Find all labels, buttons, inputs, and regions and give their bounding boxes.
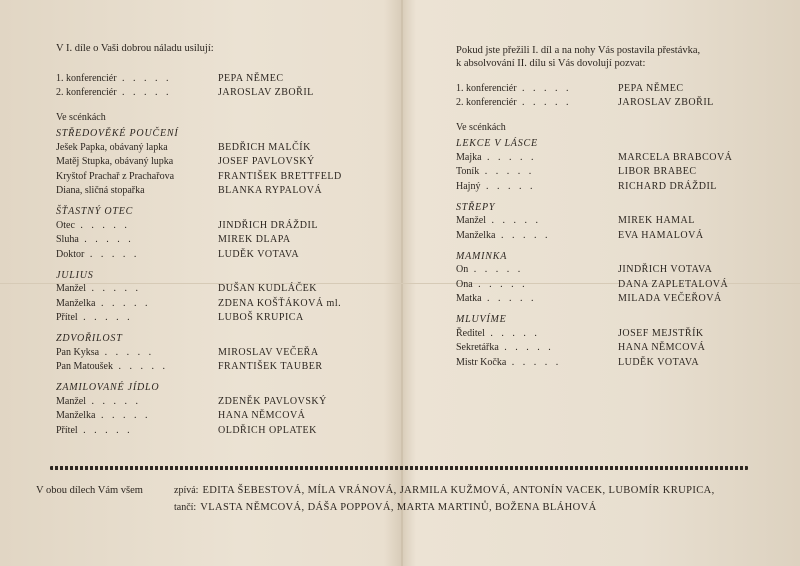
actor-name: HANA NĚMCOVÁ bbox=[618, 342, 706, 354]
actor-name: MIREK DLAPA bbox=[218, 234, 291, 246]
actor-name: JAROSLAV ZBOŘIL bbox=[618, 97, 714, 109]
cast-row bbox=[56, 282, 386, 297]
role-name: Manžel . . . . . bbox=[456, 215, 541, 227]
cast-row bbox=[56, 169, 386, 184]
role-name: 1. konferenciér . . . . . bbox=[456, 82, 572, 94]
role-name: 2. konferenciér . . . . . bbox=[56, 87, 172, 99]
cast-row bbox=[456, 228, 756, 243]
dot-leader: . . . . . bbox=[77, 312, 133, 324]
cast-row bbox=[56, 311, 386, 326]
actor-name: MIREK HAMAL bbox=[618, 215, 695, 227]
cast-row bbox=[456, 214, 756, 229]
spacer bbox=[56, 55, 386, 66]
role-name: Ješek Papka, obávaný lapka bbox=[56, 141, 168, 153]
cast-row bbox=[56, 247, 386, 262]
part-two-intro-line-2: k absolvování II. dílu si Vás dovolují pozvat: bbox=[456, 58, 646, 69]
dot-leader: . . . . . bbox=[480, 180, 536, 192]
cast-row bbox=[56, 86, 386, 101]
dot-leader: . . . . . bbox=[116, 72, 172, 84]
actor-name: PEPA NĚMEC bbox=[218, 72, 284, 84]
singers-line bbox=[174, 482, 715, 499]
dot-leader: . . . . . bbox=[99, 346, 155, 358]
actor-name: ZDENĚK PAVLOVSKÝ bbox=[218, 395, 327, 407]
scene-title: MLUVÍME bbox=[456, 314, 507, 325]
dashed-divider bbox=[50, 466, 748, 470]
dot-leader: . . . . . bbox=[78, 234, 134, 246]
role-name: Manželka . . . . . bbox=[456, 229, 551, 241]
role-name: Mistr Kočka . . . . . bbox=[456, 356, 562, 368]
cast-row bbox=[456, 326, 756, 341]
role-name: Hajný . . . . . bbox=[456, 180, 536, 192]
dot-leader: . . . . . bbox=[516, 97, 572, 109]
actor-name: OLDŘICH OPLATEK bbox=[218, 424, 317, 436]
part-two-column bbox=[456, 44, 756, 370]
role-name: Ředitel . . . . . bbox=[456, 327, 540, 339]
dancers-line bbox=[174, 499, 597, 516]
role-name: Ona . . . . . bbox=[456, 278, 528, 290]
actor-name: HANA NĚMCOVÁ bbox=[218, 410, 306, 422]
cast-row bbox=[456, 165, 756, 180]
scenes-label: Ve scénkách bbox=[456, 122, 506, 133]
actor-name: DUŠAN KUDLÁČEK bbox=[218, 283, 317, 295]
dot-leader: . . . . . bbox=[77, 424, 133, 436]
role-name: 2. konferenciér . . . . . bbox=[456, 97, 572, 109]
actor-name: MARCELA BRABCOVÁ bbox=[618, 151, 733, 163]
actor-name: JINDŘICH DRÁŽDIL bbox=[218, 219, 318, 231]
cast-row bbox=[56, 394, 386, 409]
actor-name: MILADA VEČEŘOVÁ bbox=[618, 293, 722, 305]
cast-row bbox=[56, 360, 386, 375]
actor-name: LUDĚK VOTAVA bbox=[618, 356, 700, 368]
cast-row bbox=[456, 277, 756, 292]
role-name: Matěj Stupka, obávaný lupka bbox=[56, 156, 174, 168]
actor-name: JINDŘICH VOTAVA bbox=[618, 264, 713, 276]
actor-name: BLANKA RYPALOVÁ bbox=[218, 185, 323, 197]
scene-title: LEKCE V LÁSCE bbox=[456, 138, 538, 149]
footer-lead: V obou dílech Vám všem bbox=[36, 485, 143, 496]
cast-row bbox=[56, 71, 386, 86]
role-name: Pan Matoušek . . . . . bbox=[56, 361, 168, 373]
role-name: Pan Kyksa . . . . . bbox=[56, 346, 155, 358]
role-name: Přítel . . . . . bbox=[56, 312, 133, 324]
scene-title: ZAMILOVANÉ JÍDLO bbox=[56, 382, 160, 393]
dot-leader: . . . . . bbox=[481, 293, 537, 305]
dance-label: tančí: bbox=[174, 502, 197, 513]
role-name: Manželka . . . . . bbox=[56, 410, 151, 422]
dot-leader: . . . . . bbox=[484, 327, 540, 339]
cast-row bbox=[56, 345, 386, 360]
scene-title: MAMINKA bbox=[456, 250, 508, 262]
cast-row bbox=[56, 296, 386, 311]
cast-row bbox=[56, 233, 386, 248]
actor-name: LUDĚK VOTAVA bbox=[218, 248, 300, 260]
scene-title: STŘEPY bbox=[456, 201, 496, 213]
role-name: Sekretářka . . . . . bbox=[456, 342, 554, 354]
scene-title: JULIUS bbox=[56, 269, 94, 281]
part-one-intro: V I. díle o Vaši dobrou náladu usilují: bbox=[56, 43, 214, 54]
actor-name: MIROSLAV VEČEŘA bbox=[218, 346, 319, 358]
spacer bbox=[456, 110, 756, 121]
actor-name: FRANTIŠEK TAUBER bbox=[218, 361, 323, 373]
cast-row bbox=[56, 218, 386, 233]
role-name: Přítel . . . . . bbox=[56, 424, 133, 436]
actor-name: JOSEF MEJSTŘÍK bbox=[618, 327, 704, 339]
cast-row bbox=[56, 423, 386, 438]
role-name: 1. konferenciér . . . . . bbox=[56, 72, 172, 84]
actor-name: EVA HAMALOVÁ bbox=[618, 229, 704, 241]
role-name: Diana, sličná stopařka bbox=[56, 185, 145, 197]
dot-leader: . . . . . bbox=[86, 395, 141, 407]
actor-name: RICHARD DRÁŽDIL bbox=[618, 180, 717, 192]
cast-row bbox=[456, 81, 756, 96]
scene-title: ZDVOŘILOST bbox=[56, 333, 123, 344]
role-name: Toník . . . . . bbox=[456, 166, 535, 178]
dot-leader: . . . . . bbox=[112, 361, 168, 373]
actor-name: ZDENA KOŠŤÁKOVÁ ml. bbox=[218, 297, 342, 309]
actor-name: LUBOŠ KRUPICA bbox=[218, 312, 304, 324]
dot-leader: . . . . . bbox=[86, 283, 141, 295]
dot-leader: . . . . . bbox=[481, 151, 537, 163]
dot-leader: . . . . . bbox=[498, 342, 554, 354]
dot-leader: . . . . . bbox=[516, 82, 572, 94]
actor-name: JAROSLAV ZBOŘIL bbox=[218, 87, 314, 99]
actor-name: PEPA NĚMEC bbox=[618, 82, 684, 94]
role-name: Manželka . . . . . bbox=[56, 297, 151, 309]
dot-leader: . . . . . bbox=[84, 248, 140, 260]
role-name: Manžel . . . . . bbox=[56, 283, 141, 295]
singers-list: EDITA ŠEBESTOVÁ, MÍLA VRÁNOVÁ, JARMILA KUŽMOVÁ, ANTONÍN VACEK, LUBOMÍR KRUPICA, bbox=[202, 485, 715, 496]
role-name: On . . . . . bbox=[456, 264, 524, 276]
cast-row bbox=[56, 140, 386, 155]
part-one-column bbox=[56, 42, 386, 438]
cast-row bbox=[456, 263, 756, 278]
actor-name: FRANTIŠEK BRETTFELD bbox=[218, 170, 342, 182]
cast-row bbox=[456, 96, 756, 111]
actor-name: LIBOR BRABEC bbox=[618, 166, 697, 178]
role-name: Sluha . . . . . bbox=[56, 234, 134, 246]
cast-row bbox=[456, 179, 756, 194]
scene-title: ŠŤASTNÝ OTEC bbox=[56, 206, 134, 217]
dot-leader: . . . . . bbox=[495, 229, 551, 241]
dot-leader: . . . . . bbox=[472, 278, 528, 290]
cast-row bbox=[456, 150, 756, 165]
dot-leader: . . . . . bbox=[116, 87, 172, 99]
cast-row bbox=[56, 409, 386, 424]
dot-leader: . . . . . bbox=[468, 264, 524, 276]
dot-leader: . . . . . bbox=[74, 219, 130, 231]
actor-name: BEDŘICH MALČÍK bbox=[218, 141, 311, 153]
dot-leader: . . . . . bbox=[95, 297, 151, 309]
dot-leader: . . . . . bbox=[506, 356, 562, 368]
role-name: Matka . . . . . bbox=[456, 293, 537, 305]
role-name: Otec . . . . . bbox=[56, 219, 130, 231]
scenes-label: Ve scénkách bbox=[56, 112, 106, 123]
part-two-intro-line-1: Pokud jste přežili I. díl a na nohy Vás postavila přestávka, bbox=[456, 45, 701, 56]
scene-title: STŘEDOVĚKÉ POUČENÍ bbox=[56, 128, 179, 139]
cast-row bbox=[456, 341, 756, 356]
role-name: Majka . . . . . bbox=[456, 151, 537, 163]
dot-leader: . . . . . bbox=[479, 166, 535, 178]
cast-row bbox=[456, 355, 756, 370]
cast-row bbox=[456, 292, 756, 307]
sing-label: zpívá: bbox=[174, 485, 199, 496]
cast-row bbox=[56, 184, 386, 199]
actor-name: JOSEF PAVLOVSKÝ bbox=[218, 156, 315, 168]
role-name: Manžel . . . . . bbox=[56, 395, 141, 407]
role-name: Doktor . . . . . bbox=[56, 248, 140, 260]
dot-leader: . . . . . bbox=[486, 215, 541, 227]
role-name: Kryštof Prachař z Prachařova bbox=[56, 170, 175, 182]
spacer bbox=[56, 100, 386, 111]
dot-leader: . . . . . bbox=[95, 410, 151, 422]
dancers-list: VLASTA NĚMCOVÁ, DÁŠA POPPOVÁ, MARTA MARTINŮ, BOŽENA BLÁHOVÁ bbox=[200, 502, 597, 513]
actor-name: DANA ZAPLETALOVÁ bbox=[618, 278, 729, 290]
cast-row bbox=[56, 155, 386, 170]
spacer bbox=[456, 70, 756, 81]
